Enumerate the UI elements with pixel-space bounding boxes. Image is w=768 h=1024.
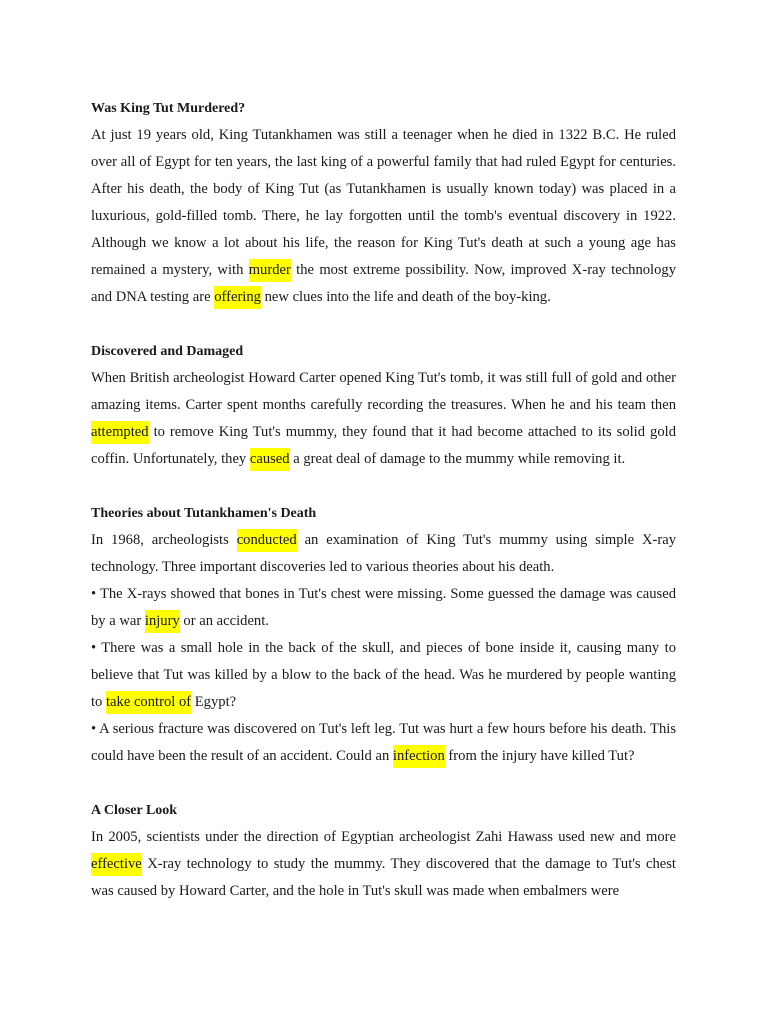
paragraph — [91, 122, 676, 311]
document-body — [91, 95, 676, 905]
paragraph — [91, 716, 676, 770]
section-heading: Theories about Tutankhamen's Death — [91, 506, 317, 521]
section — [91, 797, 676, 905]
text-run: • The X-rays showed that bones in Tut's chest were missing. Some guessed the damage was caused by a war — [91, 586, 676, 629]
text-run: from the injury have killed Tut? — [444, 748, 635, 764]
paragraph — [91, 365, 676, 473]
text-run: • There was a small hole in the back of the skull, and pieces of bone inside it, causing many to believe that Tut was killed by a blow to the back of the head. Was he murdered by people wanting to — [91, 640, 676, 710]
text-run: When British archeologist Howard Carter opened King Tut's tomb, it was still full of gold and other amazing items. Carter spent months carefully recording the treasures. When he and his team then — [91, 370, 676, 413]
highlighted-word: injury — [145, 610, 180, 633]
section-heading: Was King Tut Murdered? — [91, 101, 246, 116]
section — [91, 338, 676, 473]
paragraph — [91, 581, 676, 635]
highlighted-word: take control of — [106, 691, 191, 714]
text-run: a great deal of damage to the mummy while removing it. — [289, 451, 626, 467]
text-run: In 2005, scientists under the direction of Egyptian archeologist Zahi Hawass used new and more — [91, 829, 676, 845]
highlighted-word: murder — [249, 259, 291, 282]
text-run: an examination of King Tut's mummy using simple X-ray technology. Three important discoveries led to various theories about his death. — [91, 532, 676, 575]
highlighted-word: attempted — [91, 421, 149, 444]
highlighted-word: caused — [250, 448, 290, 471]
paragraph — [91, 824, 676, 905]
text-run: X-ray technology to study the mummy. They discovered that the damage to Tut's chest was caused by Howard Carter, and the hole in Tut's skull was made when embalmers were — [91, 856, 676, 899]
section — [91, 500, 676, 770]
text-run: • A serious fracture was discovered on Tut's left leg. Tut was hurt a few hours before his death. This could have been the result of an accident. Could an — [91, 721, 676, 764]
paragraph — [91, 635, 676, 716]
text-run: At just 19 years old, King Tutankhamen was still a teenager when he died in 1322 B.C. He ruled over all of Egypt for ten years, the last king of a powerful family that had ruled Egypt for centuries. After his death, the body of King Tut (as Tutankhamen is usually known today) was placed in a luxurious, gold-filled tomb. There, he lay forgotten until the tomb's eventual discovery in 1922. Although we know a lot about his life, the reason for King Tut's death at such a young age has remained a mystery, with — [91, 127, 676, 278]
highlighted-word: conducted — [237, 529, 297, 552]
text-run: new clues into the life and death of the boy-king. — [260, 289, 551, 305]
text-run: or an accident. — [179, 613, 269, 629]
text-run: to remove King Tut's mummy, they found that it had become attached to its solid gold coffin. Unfortunately, they — [91, 424, 676, 467]
highlighted-word: infection — [393, 745, 445, 768]
highlighted-word: offering — [214, 286, 261, 309]
text-run: Egypt? — [191, 694, 237, 710]
paragraph — [91, 527, 676, 581]
section-heading: A Closer Look — [91, 803, 178, 818]
document-page — [91, 95, 676, 905]
highlighted-word: effective — [91, 853, 142, 876]
section — [91, 95, 676, 311]
text-run: the most extreme possibility. Now, improved X-ray technology and DNA testing are — [91, 262, 676, 305]
text-run: In 1968, archeologists — [91, 532, 237, 548]
section-heading: Discovered and Damaged — [91, 344, 244, 359]
